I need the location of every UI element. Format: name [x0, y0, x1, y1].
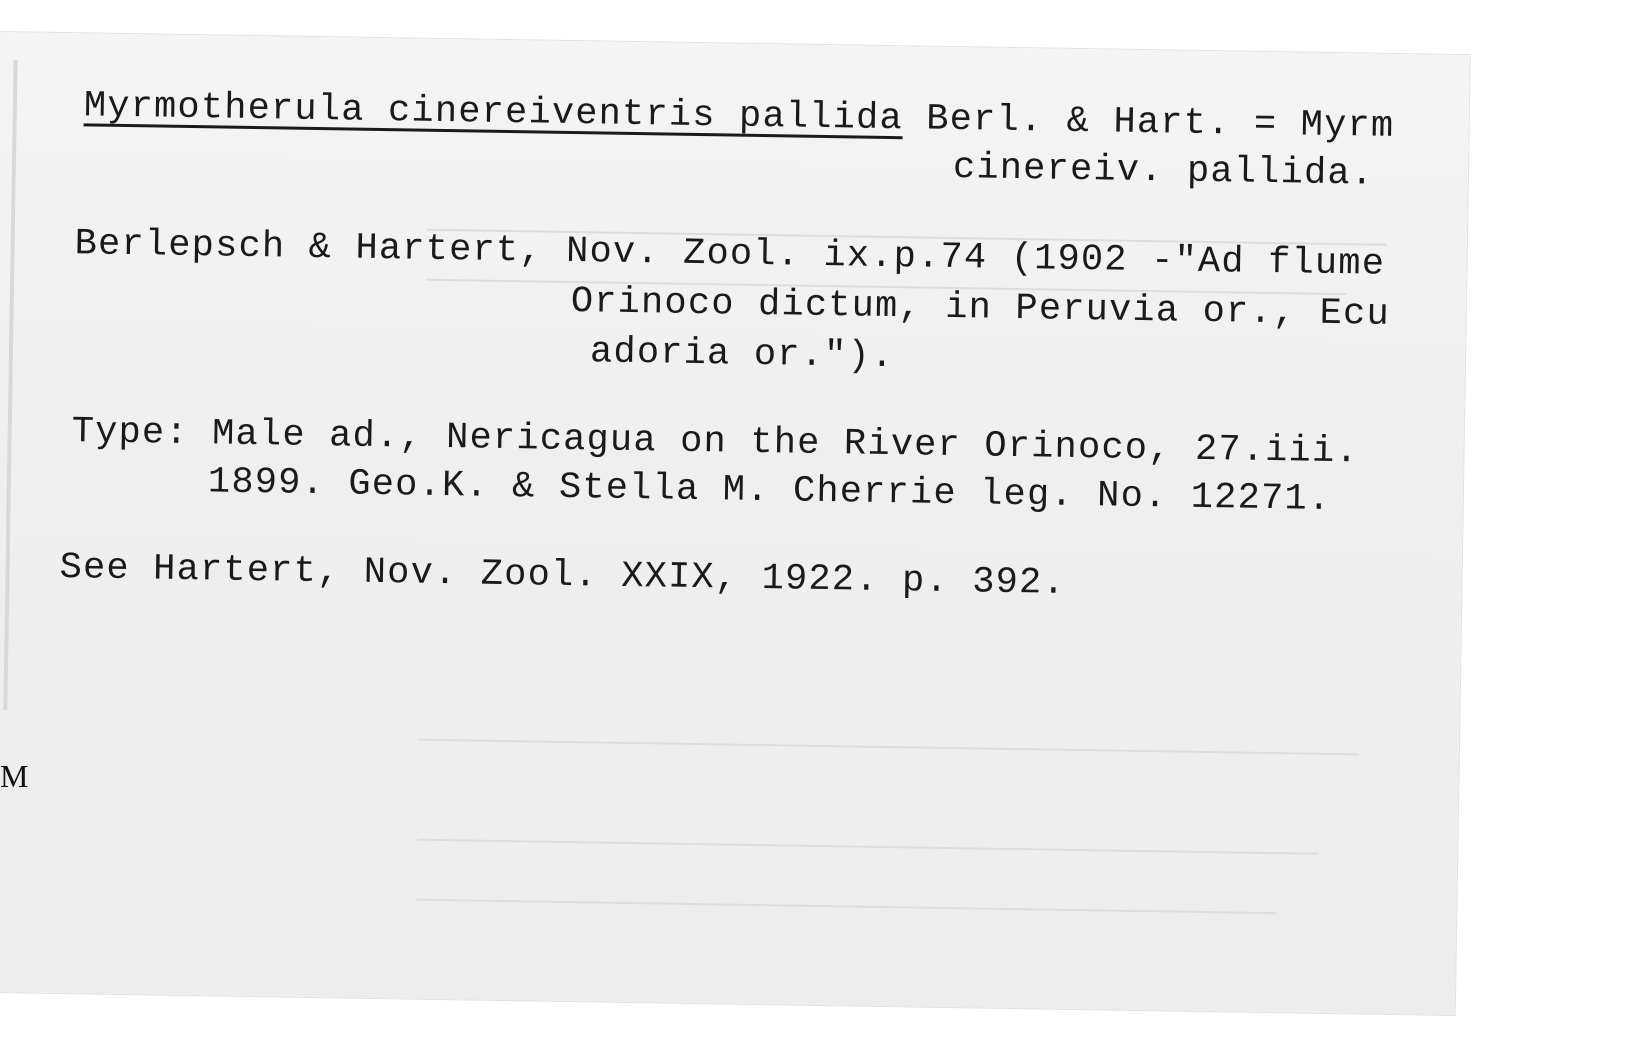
bleed-through-line	[419, 739, 1359, 756]
type-line-1: Type: Male ad., Nericagua on the River Orinoco, 27.iii.	[71, 411, 1360, 474]
specimen-card	[0, 32, 1470, 1015]
bleed-through-line	[416, 899, 1276, 915]
synonym-equals: = Myrm	[1253, 103, 1395, 148]
card-left-edge	[3, 60, 17, 710]
heading-continuation: cinereiv. pallida.	[952, 146, 1375, 196]
heading-line	[84, 85, 1395, 148]
citation-line-2: Orinoco dictum, in Peruvia or., Ecu	[570, 281, 1391, 336]
see-also-line: See Hartert, Nov. Zool. XXIX, 1922. p. 392.	[59, 547, 1067, 605]
species-authority: Berl. & Hart.	[925, 98, 1231, 146]
side-edge-letter: M	[0, 758, 29, 794]
citation-line-1: Berlepsch & Hartert, Nov. Zool. ix.p.74 (1902 -"Ad flume	[74, 223, 1386, 286]
type-line-2: 1899. Geo.K. & Stella M. Cherrie leg. No. 12271.	[207, 461, 1332, 521]
species-name: Myrmotherula cinereiventris pallida	[83, 85, 904, 141]
bleed-through-line	[417, 839, 1317, 855]
citation-line-3: adoria or.").	[589, 331, 895, 379]
